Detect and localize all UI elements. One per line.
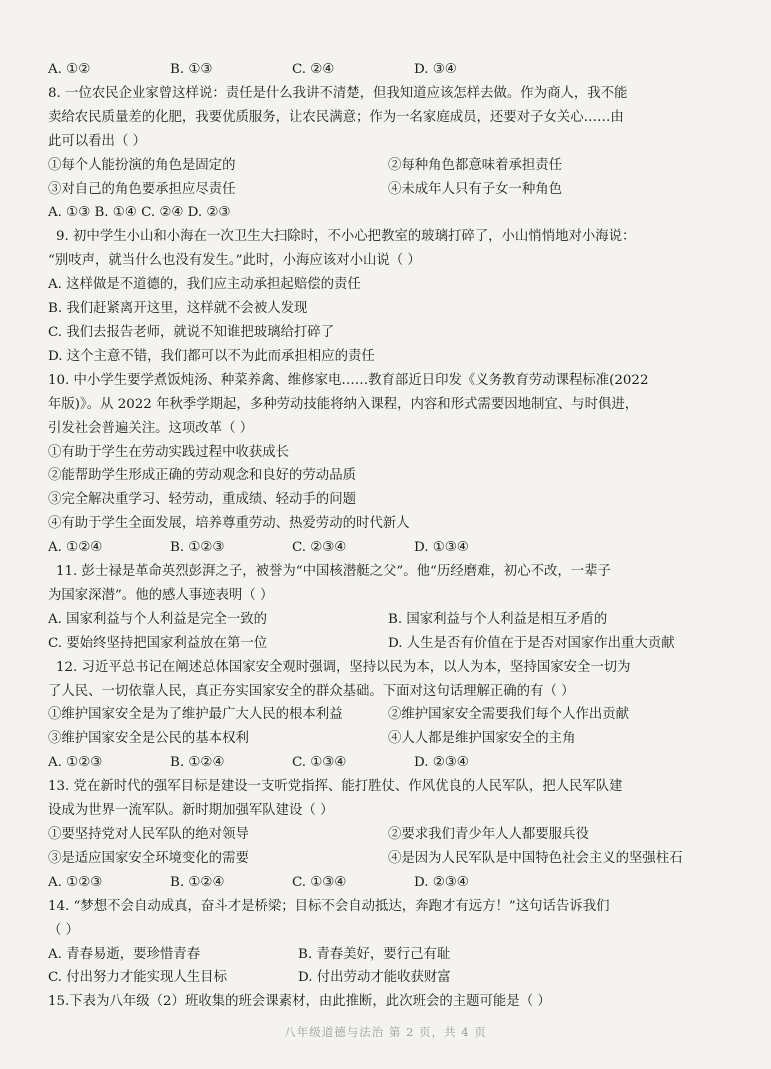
q11-option-d[interactable]: D. 人生是否有价值在于是否对国家作出重大贡献 [388,635,675,651]
q12-stem-line: 了人民、一切依靠人民，真正夯实国家安全的群众基础。下面对这句话理解正确的有（ ） [48,683,575,699]
q10-item-2: ②能帮助学生形成正确的劳动观念和良好的劳动品质 [48,468,356,484]
q9-option-a[interactable]: A. 这样做是不道德的，我们应主动承担起赔偿的责任 [48,277,361,293]
q13-items-row [48,847,728,871]
q9-stem-line: “别吱声，就当什么也没有发生。”此时，小海应该对小山说（ ） [48,253,421,269]
q13-item-3: ③是适应国家安全环境变化的需要 [48,850,249,866]
q7-option-b[interactable]: B. ①③ [170,62,213,77]
q8-items-row [48,178,728,202]
q10-item-4: ④有助于学生全面发展，培养尊重劳动、热爱劳动的时代新人 [48,516,410,532]
question-11 [48,560,728,656]
q10-stem-line: 年版)》。从 2022 年秋季学期起，多种劳动技能将纳入课程，内容和形式需要因地制宜、与时俱进， [48,396,639,412]
q14-stem-line: （ ） [48,922,80,938]
q9-option-b[interactable]: B. 我们赶紧离开这里，这样就不会被人发现 [48,301,308,317]
q12-option-d[interactable]: D. ②③④ [414,755,469,771]
q7-option-a[interactable]: A. ①② [48,62,91,77]
q13-item-4: ④是因为人民军队是中国特色社会主义的坚强柱石 [388,850,683,866]
q14-stem-line: 14. “梦想不会自动成真，奋斗才是桥梁；目标不会自动抵达，奔跑才有远方！”这句话告诉我们 [48,898,610,914]
question-9 [48,225,728,368]
q13-stem-line: 设成为世界一流军队。新时期加强军队建设（ ） [48,803,334,819]
q8-stem-line: 卖给农民质量差的化肥，我要优质服务，让农民满意；作为一名家庭成员，还要对子女关心……由 [48,109,624,125]
q9-option-d[interactable]: D. 这个主意不错，我们都可以不为此而承担相应的责任 [48,348,375,364]
q10-options [48,536,728,560]
q14-option-b[interactable]: B. 青春美好，要行己有耻 [298,946,451,962]
q13-items-row [48,823,728,847]
q10-item-3: ③完全解决重学习、轻劳动，重成绩、轻动手的问题 [48,492,356,508]
q13-item-1: ①要坚持党对人民军队的绝对领导 [48,827,249,842]
q7-option-c[interactable]: C. ②④ [292,62,335,77]
q8-item-3: ③对自己的角色要承担应尽责任 [48,181,236,197]
q8-stem-line: 8. 一位农民企业家曾这样说：责任是什么我讲不清楚，但我知道应该怎样去做。作为商人，我不能 [48,85,628,101]
q11-option-a[interactable]: A. 国家利益与个人利益是完全一致的 [48,611,268,627]
q14-option-c[interactable]: C. 付出努力才能实现人生目标 [48,970,227,986]
q10-stem-line: 引发社会普遍关注。这项改革（ ） [48,420,254,436]
q11-stem-line: 11. 彭士禄是革命英烈彭湃之子，被誉为“中国核潜艇之父”。他“历经磨难，初心不改，一辈子 [56,564,611,580]
q12-option-c[interactable]: C. ①③④ [292,755,347,771]
q11-options-row [48,632,728,656]
q12-item-4: ④人人都是维护国家安全的主角 [388,731,576,747]
q10-option-c[interactable]: C. ②③④ [292,540,347,556]
q10-stem-line: 10. 中小学生要学煮饭炖汤、种菜养禽、维修家电……教育部近日印发《义务教育劳动课程标准(2022 [48,372,649,388]
q11-option-c[interactable]: C. 要始终坚持把国家利益放在第一位 [48,635,268,651]
q12-item-2: ②维护国家安全需要我们每个人作出贡献 [388,707,630,723]
question-8 [48,82,728,225]
q10-option-b[interactable]: B. ①②③ [170,540,225,556]
q8-item-2: ②每种角色都意味着承担责任 [388,157,563,173]
q13-option-b[interactable]: B. ①②④ [170,874,225,890]
q10-option-a[interactable]: A. ①②④ [48,540,103,556]
question-12 [48,656,728,776]
q8-item-1: ①每个人能扮演的角色是固定的 [48,157,236,173]
page-footer: 八年级道德与法治 第 2 页，共 4 页 [284,1025,487,1039]
q13-option-a[interactable]: A. ①②③ [48,874,103,890]
q10-option-d[interactable]: D. ①③④ [414,540,469,556]
q13-option-d[interactable]: D. ②③④ [414,874,469,890]
q8-stem-line: 此可以看出（ ） [48,133,146,149]
q8-options[interactable]: A. ①③ B. ①④ C. ②④ D. ②③ [48,205,231,221]
q13-option-c[interactable]: C. ①③④ [292,874,347,890]
q14-options-row [48,966,728,990]
q8-item-4: ④未成年人只有子女一种角色 [388,181,563,197]
q12-options [48,751,728,775]
q9-option-c[interactable]: C. 我们去报告老师，就说不知谁把玻璃给打碎了 [48,324,335,340]
q12-items-row [48,703,728,727]
q15-stem-line: 15.下表为八年级（2）班收集的班会课素材，由此推断，此次班会的主题可能是（ ） [48,994,551,1010]
q14-options-row [48,943,728,967]
q11-option-b[interactable]: B. 国家利益与个人利益是相互矛盾的 [388,611,608,627]
q10-item-1: ①有助于学生在劳动实践过程中收获成长 [48,444,290,460]
question-10 [48,369,728,560]
q12-item-3: ③维护国家安全是公民的基本权利 [48,731,249,747]
q12-option-b[interactable]: B. ①②④ [170,755,225,771]
exam-content [48,58,728,1014]
q14-option-d[interactable]: D. 付出劳动才能收获财富 [298,970,451,986]
question-13 [48,775,728,895]
q11-options-row [48,608,728,632]
q7-options [48,58,728,82]
q12-items-row [48,727,728,751]
q12-item-1: ①维护国家安全是为了维护最广大人民的根本利益 [48,707,343,723]
q12-option-a[interactable]: A. ①②③ [48,755,103,771]
q13-stem-line: 13. 党在新时代的强军目标是建设一支听党指挥、能打胜仗、作风优良的人民军队，把人民军队建 [48,779,623,795]
q9-stem-line: 9. 初中学生小山和小海在一次卫生大扫除时，不小心把教室的玻璃打碎了，小山悄悄地对小海说： [56,229,636,245]
q13-item-2: ②要求我们青少年人人都要服兵役 [388,827,589,842]
q8-items-row [48,154,728,178]
q14-option-a[interactable]: A. 青春易逝，要珍惜青春 [48,946,201,962]
question-14 [48,895,728,991]
q11-stem-line: 为国家深潜”。他的感人事迹表明（ ） [48,587,274,603]
q7-option-d[interactable]: D. ③④ [414,62,457,77]
question-15 [48,990,728,1014]
q12-stem-line: 12. 习近平总书记在阐述总体国家安全观时强调，坚持以民为本，以人为本，坚持国家安全一切为 [56,659,631,675]
q13-options [48,871,728,895]
